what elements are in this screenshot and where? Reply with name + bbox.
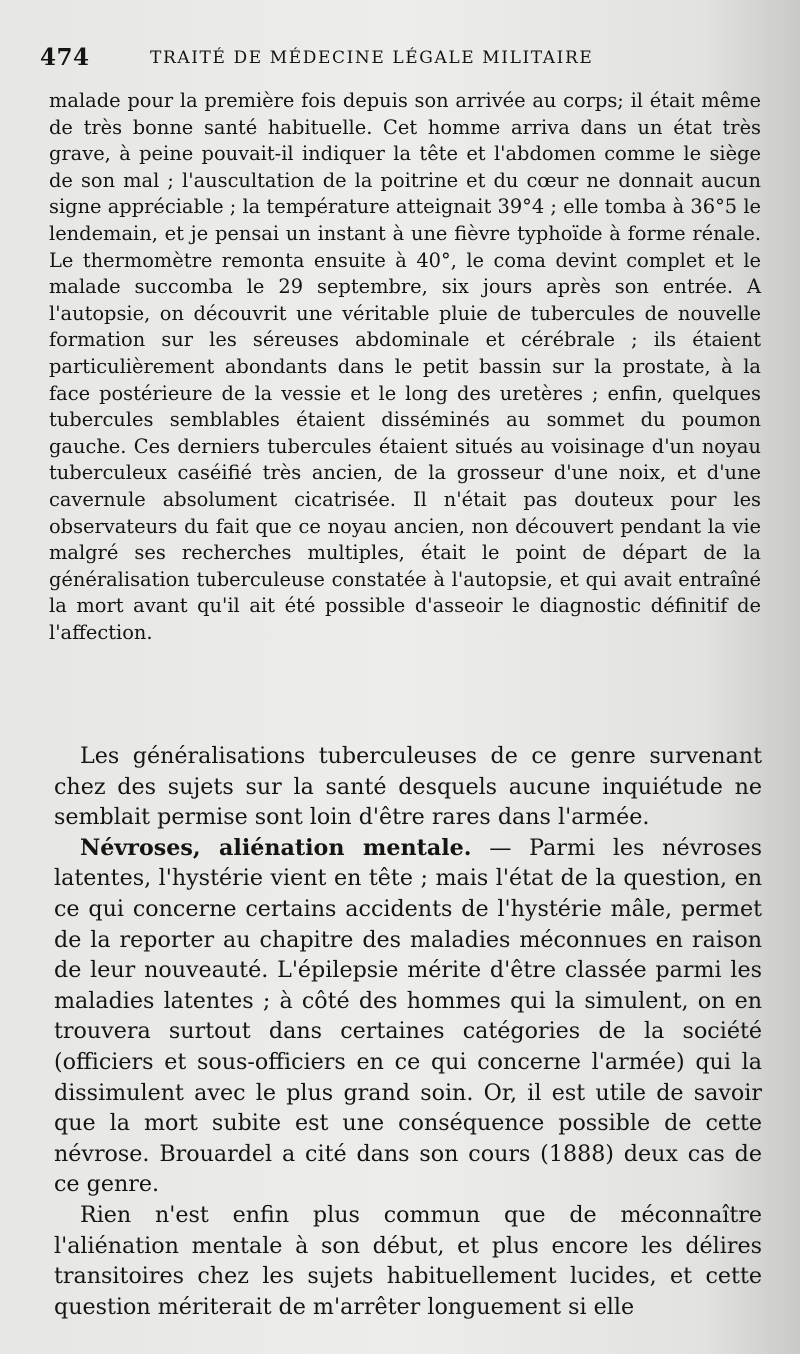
running-title: TRAITÉ DE MÉDECINE LÉGALE MILITAIRE [150,48,594,68]
main-text-block [54,741,762,1322]
body-paragraph-2 [54,833,762,1200]
case-report-block [49,88,761,646]
page-number: 474 [40,44,90,71]
page-header [40,44,760,78]
section-heading: Névroses, aliénation mentale. [80,834,472,861]
body-paragraph-3: Rien n'est enfin plus commun que de méconnaître l'aliénation mentale à son début, et plus encore les délires transitoires chez les sujets habituellement lucides, et cette question mériterait de m'arrêter longuement si elle [54,1201,762,1320]
case-report-paragraph: malade pour la première fois depuis son arrivée au corps; il était même de très bonne santé habituelle. Cet homme arriva dans un état très grave, à peine pouvait-il indiquer la tête et l'abdomen comme le siège de son mal ; l'auscultation de la poitrine et du cœur ne donnait aucun signe appréciable ; la température atteignait 39°4 ; elle tomba à 36°5 le lendemain, et je pensai un instant à une fièvre typhoïde à forme rénale. Le thermomètre remonta ensuite à 40°, le coma devint complet et le malade succomba le 29 septembre, six jours après son entrée. A l'autopsie, on découvrit une véritable pluie de tubercules de nouvelle formation sur les séreuses abdominale et cérébrale ; ils étaient particulièrement abondants dans le petit bassin sur la prostate, à la face postérieure de la vessie et le long des uretères ; enfin, quelques tubercules semblables étaient disséminés au sommet du poumon gauche. Ces derniers tubercules étaient situés au voisinage d'un noyau tuberculeux caséifié très ancien, de la grosseur d'une noix, et d'une cavernule absolument cicatrisée. Il n'était pas douteux pour les observateurs du fait que ce noyau ancien, non découvert pendant la vie malgré ses recherches multiples, était le point de départ de la généralisation tuberculeuse constatée à l'autopsie, et qui avait entraîné la mort avant qu'il ait été possible d'asseoir le diagnostic définitif de l'affection. [49,89,761,644]
body-paragraph-1: Les généralisations tuberculeuses de ce genre survenant chez des sujets sur la santé desquels aucune inquiétude ne semblait permise sont loin d'être rares dans l'armée. [54,743,762,831]
body-paragraph-2-text: — Parmi les névroses latentes, l'hystérie vient en tête ; mais l'état de la question, en ce qui concerne certains accidents de l'hystérie mâle, permet de la reporter au chapitre des maladies méconnues en raison de leur nouveauté. L'épilepsie mérite d'être classée parmi les maladies latentes ; à côté des hommes qui la simulent, on en trouvera surtout dans certaines catégories de la société (officiers et sous-officiers en ce qui concerne l'armée) qui la dissimulent avec le plus grand soin. Or, il est utile de savoir que la mort subite est une conséquence possible de cette névrose. Brouardel a cité dans son cours (1888) deux cas de ce genre. [54,834,762,1198]
